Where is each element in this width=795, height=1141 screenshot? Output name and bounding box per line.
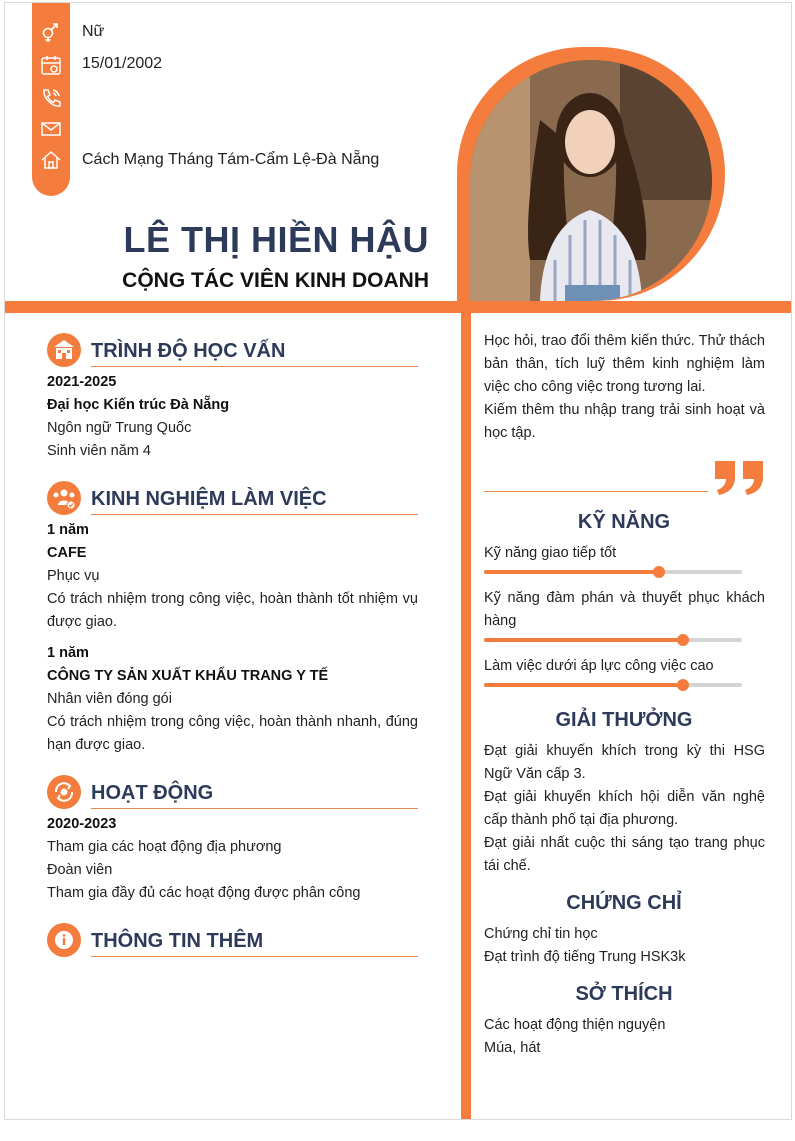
job-2-desc: Có trách nhiệm trong công việc, hoàn thành nhanh, đúng hạn được giao. [47,714,418,753]
portrait-illustration [470,60,712,301]
email-icon [40,118,62,140]
quote-icon [713,459,767,497]
activity-item: Tham gia các hoạt động địa phương [47,839,282,855]
candidate-name: LÊ THỊ HIỀN HẬU [123,219,429,260]
skill-2-name: Kỹ năng đàm phán và thuyết phục khách hàng [484,590,765,629]
activity-item: Tham gia đầy đủ các hoạt động được phân công [47,885,361,901]
activities-period: 2020-2023 [47,816,117,832]
contact-bar [32,3,70,196]
phone-icon [40,87,62,109]
award-item: Đạt giải khuyến khích hội diễn văn nghệ cấp thành phố tại địa phương. [484,789,765,828]
job-2-company: CÔNG TY SẢN XUẤT KHẨU TRANG Y TẾ [47,668,329,684]
contact-birthday: 15/01/2002 [82,55,163,72]
skill-2-fill [484,638,683,642]
skill-1-knob [653,566,665,578]
job-2-duration: 1 năm [47,645,89,661]
job-1-duration: 1 năm [47,522,89,538]
education-major: Ngôn ngữ Trung Quốc [47,420,192,436]
skill-1-fill [484,570,659,574]
award-item: Đạt giải khuyến khích trong kỳ thi HSG Ngữ Văn cấp 3. [484,743,765,782]
skill-3-fill [484,683,683,687]
job-title: CỘNG TÁC VIÊN KINH DOANH [122,269,429,292]
resume-page [4,2,792,1120]
award-item: Đạt giải nhất cuộc thi sáng tạo trang phục tái chế. [484,835,765,874]
job-1-company: CAFE [47,545,87,561]
experience-rule [91,514,418,515]
certificates-title: CHỨNG CHỈ [566,892,682,914]
job-2-role: Nhân viên đóng gói [47,691,172,707]
activities-title: HOẠT ĐỘNG [91,782,214,804]
experience-title: KINH NGHIỆM LÀM VIỆC [91,488,327,510]
contact-gender: Nữ [82,23,105,40]
job-1-desc: Có trách nhiệm trong công việc, hoàn thành tốt nhiệm vụ được giao. [47,591,418,630]
education-school: Đại học Kiến trúc Đà Nẵng [47,397,230,413]
education-rule [91,366,418,367]
hobby-item: Múa, hát [484,1040,541,1056]
certificate-item: Chứng chỉ tin học [484,926,598,942]
skill-1-bar [484,570,742,574]
education-title: TRÌNH ĐỘ HỌC VẤN [91,340,286,362]
hobbies-title: SỞ THÍCH [575,983,673,1005]
gender-icon [40,21,62,43]
certificate-item: Đạt trình độ tiếng Trung HSK3k [484,949,686,965]
more-info-rule [91,956,418,957]
education-period: 2021-2025 [47,374,117,390]
activity-item: Đoàn viên [47,862,113,878]
objective-paragraph-2: Kiếm thêm thu nhập trang trải sinh hoạt và học tập. [484,402,765,441]
skills-title: KỸ NĂNG [577,511,671,533]
awards-title: GIẢI THƯỞNG [555,709,693,731]
team-icon [47,481,81,515]
skill-3-bar [484,683,742,687]
horizontal-divider [5,301,792,313]
info-icon [47,923,81,957]
education-status: Sinh viên năm 4 [47,443,151,459]
home-icon [40,149,62,171]
profile-photo [470,60,712,301]
activities-icon [47,775,81,809]
objective-paragraph-1: Học hỏi, trao đổi thêm kiến thức. Thử thách bản thân, tích luỹ thêm kinh nghiệm làm việc cho công việc trong tương lai. [484,333,765,395]
more-info-title: THÔNG TIN THÊM [91,930,264,952]
vertical-divider [461,301,471,1120]
skill-2-bar [484,638,742,642]
hobby-item: Các hoạt động thiện nguyện [484,1017,666,1033]
objective-rule [484,491,708,492]
skill-1-name: Kỹ năng giao tiếp tốt [484,545,617,561]
job-1-role: Phục vụ [47,568,100,584]
contact-address: Cách Mạng Tháng Tám-Cẩm Lệ-Đà Nẵng [82,151,380,168]
skill-3-name: Làm việc dưới áp lực công việc cao [484,658,714,674]
skill-2-knob [677,634,689,646]
profile-photo-frame [457,47,725,301]
activities-rule [91,808,418,809]
calendar-icon [40,54,62,76]
school-icon [47,333,81,367]
skill-3-knob [677,679,689,691]
